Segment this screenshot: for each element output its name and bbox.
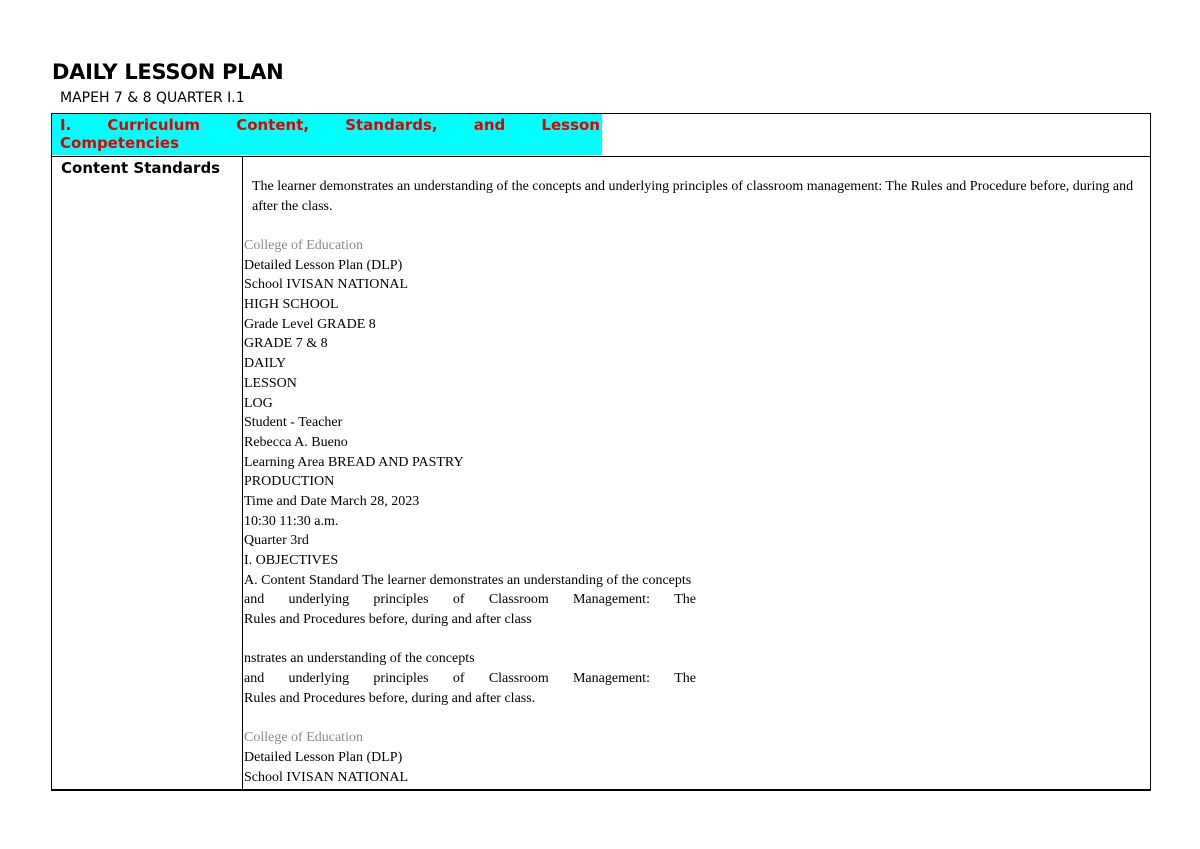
word: Management: bbox=[572, 671, 650, 687]
text-line: Learning Area BREAD AND PASTRY bbox=[244, 454, 464, 470]
content-standards-label: Content Standards bbox=[52, 156, 243, 789]
content-standard-text: The learner demonstrates an understanding of the concepts and underlying principles of classroom management: The Rules and Procedure before, during and after the class. bbox=[252, 179, 1134, 214]
text-line: GRADE 7 & 8 bbox=[244, 336, 328, 352]
text-line: I. OBJECTIVES bbox=[244, 553, 339, 568]
justified-text-line bbox=[244, 590, 696, 610]
text-line: LESSON bbox=[244, 375, 297, 391]
word: principles bbox=[373, 592, 429, 608]
text-line: Detailed Lesson Plan (DLP) bbox=[244, 749, 403, 765]
word: Classroom bbox=[488, 592, 549, 608]
section-header-row bbox=[52, 114, 1150, 157]
word: The bbox=[674, 671, 696, 687]
text-line: LOG bbox=[244, 395, 273, 411]
text-line: A. Content Standard The learner demonstrates an understanding of the concepts bbox=[244, 572, 692, 588]
content-standards-body bbox=[244, 156, 1150, 789]
word: Management: bbox=[572, 592, 650, 608]
text-line: 10:30 11:30 a.m. bbox=[244, 513, 339, 529]
lesson-plan-table bbox=[51, 113, 1151, 791]
word: principles bbox=[373, 671, 429, 687]
text-line: Time and Date March 28, 2023 bbox=[244, 493, 420, 509]
text-line: HIGH SCHOOL bbox=[244, 297, 339, 313]
text-line: PRODUCTION bbox=[244, 474, 335, 490]
text-line: Student - Teacher bbox=[244, 415, 343, 431]
word: of bbox=[452, 671, 465, 687]
text-line: DAILY bbox=[244, 356, 287, 372]
header-word: Standards, bbox=[345, 116, 438, 134]
section-header-cell bbox=[52, 114, 602, 155]
word: and bbox=[244, 671, 265, 687]
text-line: College of Education bbox=[244, 238, 363, 253]
blank-line bbox=[244, 709, 696, 729]
text-line: School IVISAN NATIONAL bbox=[244, 277, 409, 293]
word: The bbox=[674, 592, 696, 608]
text-line: School IVISAN NATIONAL bbox=[244, 769, 409, 785]
text-line: Quarter 3rd bbox=[244, 533, 309, 549]
header-word: Content, bbox=[236, 116, 310, 134]
section-header-line-2: Competencies bbox=[60, 134, 180, 152]
text-line: Rules and Procedures before, during and after class. bbox=[244, 690, 536, 706]
header-word: and bbox=[473, 116, 506, 134]
document-title: DAILY LESSON PLAN bbox=[52, 60, 284, 84]
word: and bbox=[244, 592, 265, 608]
word: Classroom bbox=[488, 671, 549, 687]
word: underlying bbox=[288, 671, 350, 687]
justified-text-line bbox=[244, 669, 696, 689]
document-subtitle: MAPEH 7 & 8 QUARTER I.1 bbox=[60, 90, 245, 106]
header-word: Lesson bbox=[541, 116, 600, 134]
section-header-line-1 bbox=[60, 116, 600, 134]
text-line: nstrates an understanding of the concepts bbox=[244, 651, 475, 667]
header-word: Curriculum bbox=[107, 116, 201, 134]
text-line: College of Education bbox=[244, 730, 363, 746]
text-line: Grade Level GRADE 8 bbox=[244, 316, 376, 332]
text-line: Detailed Lesson Plan (DLP) bbox=[244, 257, 403, 273]
text-line: Rebecca A. Bueno bbox=[244, 434, 348, 450]
word: of bbox=[452, 592, 465, 608]
pasted-lesson-lines bbox=[244, 236, 696, 787]
text-line: Rules and Procedures before, during and after class bbox=[244, 612, 532, 628]
blank-line bbox=[244, 630, 696, 650]
header-word: I. bbox=[60, 116, 72, 134]
word: underlying bbox=[288, 592, 350, 608]
